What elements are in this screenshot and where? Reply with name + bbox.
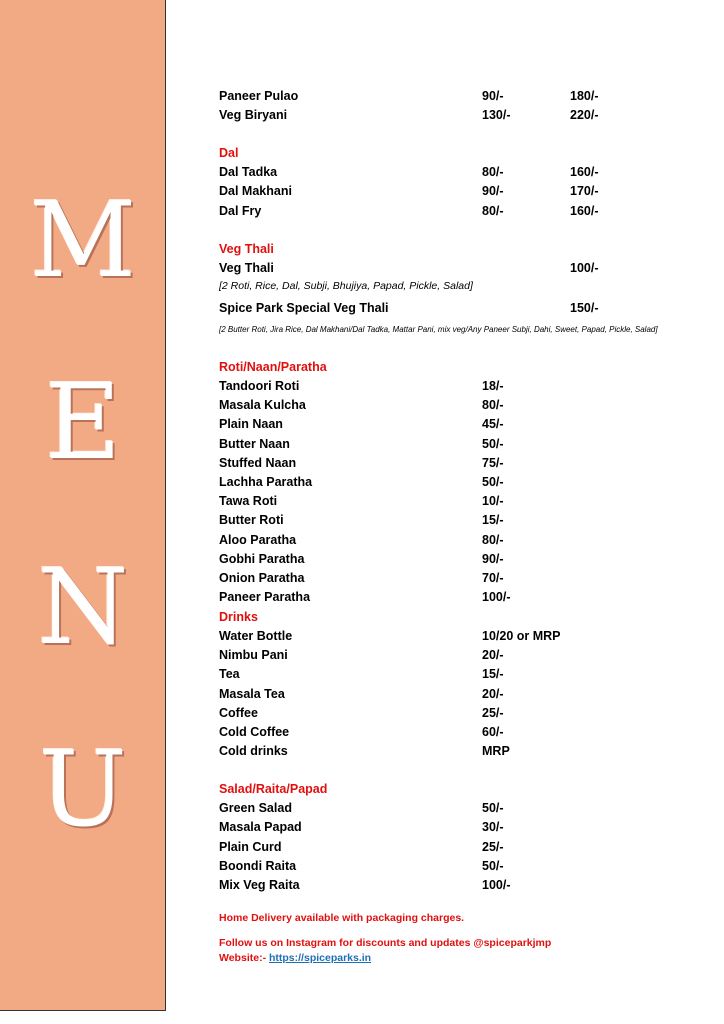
menu-item-name: Boondi Raita <box>219 858 297 873</box>
menu-item-name: Onion Paratha <box>219 571 305 585</box>
menu-item-price: 75/- <box>482 455 504 470</box>
thali-contents-note: [2 Butter Roti, Jira Rice, Dal Makhani/Dal Tadka, Mattar Pani, mix veg/Any Paneer Subji, Dahi, Sweet, Papad, Pickle, Salad] <box>219 325 658 334</box>
menu-item-price: 50/- <box>482 801 504 815</box>
menu-item-name: Cold Coffee <box>219 725 290 739</box>
menu-item-name: Paneer Paratha <box>219 590 311 605</box>
delivery-note: Home Delivery available with packaging charges. <box>219 912 465 924</box>
menu-item-price: 10/20 or MRP <box>482 629 561 643</box>
menu-item-price: 50/- <box>482 858 504 873</box>
website-line <box>219 951 371 965</box>
menu-item-name: Butter Roti <box>219 513 284 528</box>
menu-item-name: Masala Papad <box>219 820 302 835</box>
menu-item-name: Tawa Roti <box>219 494 278 509</box>
menu-item-name: Coffee <box>219 705 258 720</box>
menu-item-name: Mix Veg Raita <box>219 878 300 893</box>
menu-item-full-price: 170/- <box>570 184 599 198</box>
menu-item-price: 100/- <box>482 878 511 893</box>
menu-item-half-price: 130/- <box>482 108 511 122</box>
section-heading-salad: Salad/Raita/Papad <box>219 782 328 796</box>
menu-item-price: 80/- <box>482 398 504 413</box>
menu-item-price: 70/- <box>482 571 504 585</box>
menu-item-name: Plain Naan <box>219 417 283 432</box>
menu-item-name: Veg Thali <box>219 261 274 275</box>
menu-item-name: Green Salad <box>219 801 292 815</box>
menu-item-name: Cold drinks <box>219 744 288 759</box>
menu-item-name: Tea <box>219 667 240 682</box>
menu-item-price: 20/- <box>482 648 504 663</box>
section-heading-drinks: Drinks <box>219 610 258 624</box>
menu-item-price: 80/- <box>482 532 504 547</box>
section-heading-roti: Roti/Naan/Paratha <box>219 360 327 374</box>
menu-item-price: 15/- <box>482 513 504 528</box>
menu-item-name: Dal Makhani <box>219 184 292 198</box>
menu-item-price: 18/- <box>482 379 504 393</box>
menu-item-price: 100/- <box>570 261 599 275</box>
thali-contents-note: [2 Roti, Rice, Dal, Subji, Bhujiya, Papad, Pickle, Salad] <box>219 280 473 292</box>
instagram-note: Follow us on Instagram for discounts and updates @spiceparkjmp <box>219 937 552 949</box>
menu-item-name: Nimbu Pani <box>219 648 288 663</box>
menu-item-half-price: 90/- <box>482 89 504 103</box>
banner-letter-n: N <box>37 546 129 668</box>
menu-item-price: 30/- <box>482 820 504 835</box>
menu-item-name: Plain Curd <box>219 839 282 854</box>
menu-item-price: 50/- <box>482 436 504 451</box>
menu-item-half-price: 90/- <box>482 184 504 198</box>
menu-item-name: Tandoori Roti <box>219 379 300 393</box>
menu-item-price: MRP <box>482 744 510 759</box>
banner-letter-m: M <box>29 179 137 301</box>
menu-item-price: 50/- <box>482 475 504 489</box>
menu-item-name: Masala Tea <box>219 686 285 701</box>
website-label: Website:- <box>219 952 269 964</box>
menu-item-full-price: 160/- <box>570 165 599 179</box>
menu-item-name: Dal Tadka <box>219 165 278 179</box>
menu-item-full-price: 220/- <box>570 108 599 122</box>
menu-item-price: 10/- <box>482 494 504 509</box>
menu-item-price: 150/- <box>570 301 599 315</box>
banner-letter-u: U <box>39 728 127 850</box>
menu-item-name: Water Bottle <box>219 629 293 643</box>
menu-item-name: Stuffed Naan <box>219 455 297 470</box>
menu-item-price: 90/- <box>482 551 504 566</box>
menu-item-name: Aloo Paratha <box>219 532 297 547</box>
menu-item-name: Spice Park Special Veg Thali <box>219 301 389 315</box>
menu-item-name: Veg Biryani <box>219 108 288 122</box>
menu-item-price: 60/- <box>482 725 504 739</box>
banner-letter-e: E <box>45 361 121 483</box>
menu-item-name: Lachha Paratha <box>219 475 313 489</box>
menu-item-name: Dal Fry <box>219 204 262 218</box>
menu-item-price: 100/- <box>482 590 511 605</box>
menu-item-half-price: 80/- <box>482 204 504 218</box>
menu-item-name: Gobhi Paratha <box>219 551 305 566</box>
menu-item-half-price: 80/- <box>482 165 504 179</box>
menu-item-price: 15/- <box>482 667 504 682</box>
menu-item-price: 45/- <box>482 417 504 432</box>
menu-sidebar-banner <box>0 0 166 1011</box>
menu-item-name: Butter Naan <box>219 436 290 451</box>
menu-item-name: Masala Kulcha <box>219 398 306 413</box>
section-heading-dal: Dal <box>219 146 239 160</box>
menu-item-price: 25/- <box>482 839 504 854</box>
section-heading-veg-thali: Veg Thali <box>219 242 274 256</box>
menu-item-full-price: 160/- <box>570 204 599 218</box>
menu-item-price: 25/- <box>482 705 504 720</box>
menu-item-full-price: 180/- <box>570 89 599 103</box>
menu-item-name: Paneer Pulao <box>219 89 299 103</box>
website-link[interactable]: https://spiceparks.in <box>268 952 372 964</box>
menu-item-price: 20/- <box>482 686 504 701</box>
